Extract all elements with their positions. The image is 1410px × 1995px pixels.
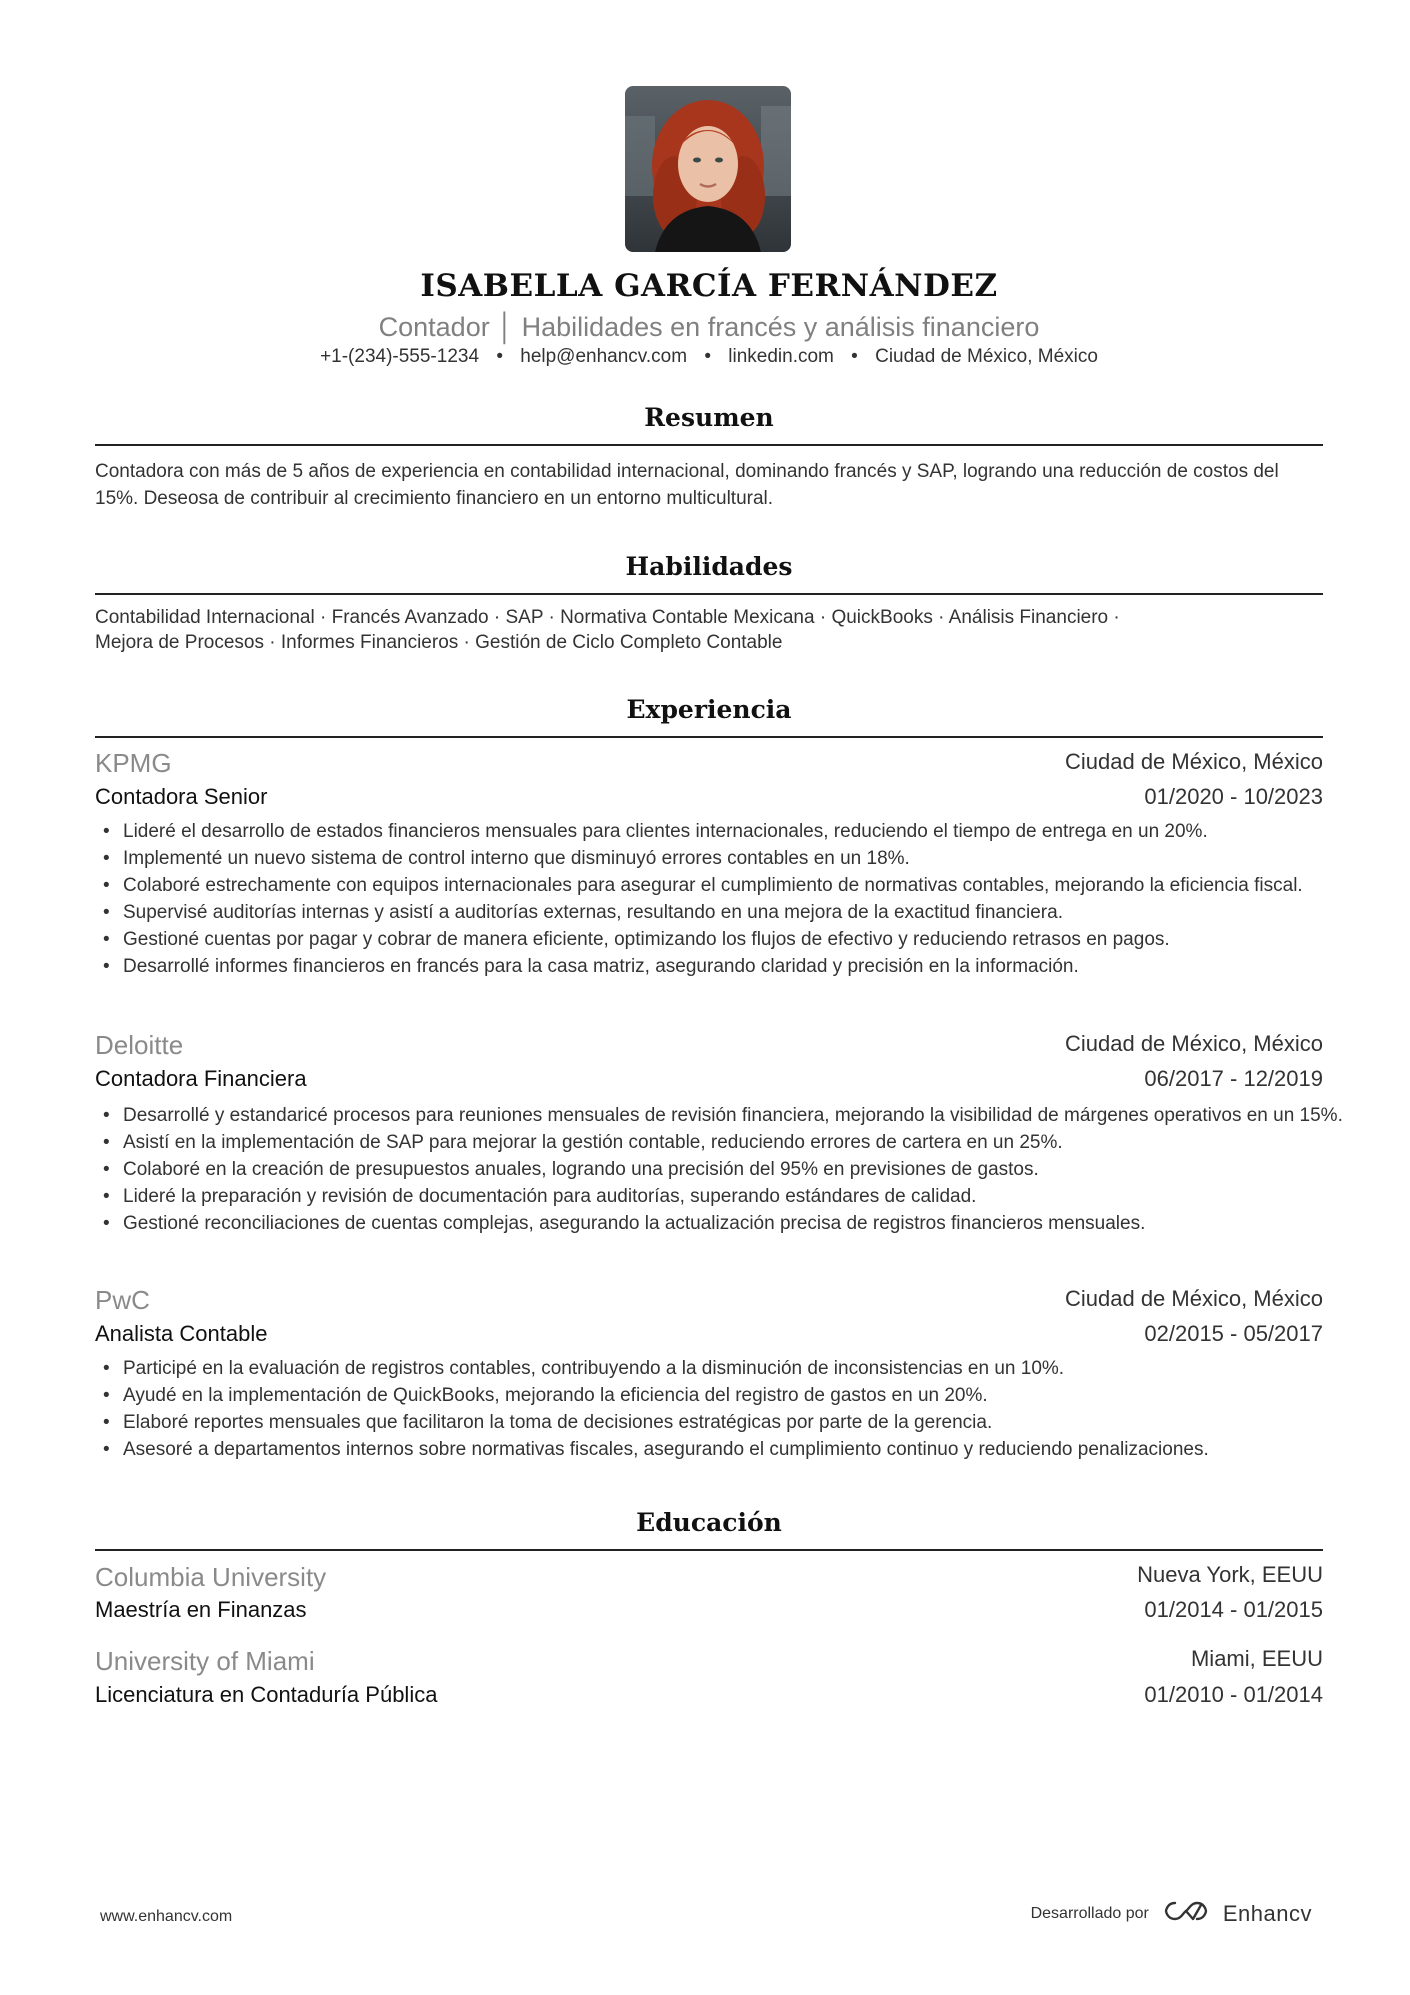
list-item: • Desarrollé y estandaricé procesos para reuniones mensuales de revisión financiera, mejorando la visibilidad de márgenes operativos en un 15%. xyxy=(123,1102,1351,1129)
edu-school: University of Miami xyxy=(95,1646,315,1676)
list-item: • Participé en la evaluación de registros contables, contribuyendo a la disminución de inconsistencias en un 10%. xyxy=(123,1355,1351,1382)
section-divider xyxy=(95,1549,1323,1551)
job-role: Contadora Financiera xyxy=(95,1066,307,1091)
skills-heading: Habilidades xyxy=(625,552,793,581)
list-item: • Lideré el desarrollo de estados financieros mensuales para clientes internacionales, reduciendo el tiempo de entrega en un 20%. xyxy=(123,818,1351,845)
linkedin[interactable]: linkedin.com xyxy=(728,346,834,367)
edu-degree: Maestría en Finanzas xyxy=(95,1597,307,1622)
job-company: Deloitte xyxy=(95,1030,184,1060)
list-item: • Implementé un nuevo sistema de control interno que disminuyó errores contables en un 18%. xyxy=(123,845,1351,872)
list-item: • Elaboré reportes mensuales que facilitaron la toma de decisiones estratégicas por parte de la gerencia. xyxy=(123,1409,1351,1436)
job-dates: 06/2017 - 12/2019 xyxy=(1144,1066,1323,1091)
phone[interactable]: +1-(234)-555-1234 xyxy=(320,346,480,367)
list-item: • Colaboré estrechamente con equipos internacionales para asegurar el cumplimiento de normativas contables, mejorando la eficiencia fiscal. xyxy=(123,872,1351,899)
edu-school: Columbia University xyxy=(95,1562,327,1592)
edu-location: Miami, EEUU xyxy=(1190,1646,1323,1671)
section-divider xyxy=(95,736,1323,738)
summary-heading: Resumen xyxy=(644,403,774,432)
job-company: KPMG xyxy=(95,748,172,778)
candidate-title: Contador │ Habilidades en francés y análisis financiero xyxy=(378,312,1040,342)
profile-photo-image xyxy=(625,86,791,252)
separator-dot: • xyxy=(704,346,711,367)
list-item: • Desarrollé informes financieros en francés para la casa matriz, asegurando claridad y precisión en la información. xyxy=(123,953,1351,980)
separator-dot: • xyxy=(851,346,858,367)
brand-name[interactable]: Enhancv xyxy=(1222,1900,1312,1926)
candidate-name: ISABELLA GARCÍA FERNÁNDEZ xyxy=(420,268,998,304)
job-role: Analista Contable xyxy=(95,1321,268,1346)
edu-dates: 01/2010 - 01/2014 xyxy=(1144,1682,1323,1707)
job-dates: 02/2015 - 05/2017 xyxy=(1144,1321,1323,1346)
job-company: PwC xyxy=(95,1285,150,1315)
section-divider xyxy=(95,444,1323,446)
job-bullets xyxy=(95,1102,1351,1237)
profile-photo xyxy=(625,86,791,252)
education-heading: Educación xyxy=(636,1508,782,1537)
list-item: • Asistí en la implementación de SAP para mejorar la gestión contable, reduciendo errores de cartera en un 25%. xyxy=(123,1129,1351,1156)
list-item: • Gestioné reconciliaciones de cuentas complejas, asegurando la actualización precisa de registros financieros mensuales. xyxy=(123,1210,1351,1237)
list-item: • Supervisé auditorías internas y asistí a auditorías externas, resultando en una mejora de la exactitud financiera. xyxy=(123,899,1351,926)
job-location: Ciudad de México, México xyxy=(1064,1286,1323,1311)
list-item: • Asesoré a departamentos internos sobre normativas fiscales, asegurando el cumplimiento continuo y reduciendo penalizaciones. xyxy=(123,1436,1351,1463)
enhancv-logo-icon xyxy=(1163,1900,1209,1927)
skills-line: Mejora de Procesos · Informes Financieros · Gestión de Ciclo Completo Contable xyxy=(95,632,783,653)
edu-dates: 01/2014 - 01/2015 xyxy=(1144,1597,1323,1622)
section-divider xyxy=(95,593,1323,595)
resume-page xyxy=(95,0,1343,1995)
email[interactable]: help@enhancv.com xyxy=(520,346,688,367)
list-item: • Colaboré en la creación de presupuestos anuales, logrando una precisión del 95% en previsiones de gastos. xyxy=(123,1156,1351,1183)
edu-degree: Licenciatura en Contaduría Pública xyxy=(95,1682,438,1707)
job-location: Ciudad de México, México xyxy=(1064,1031,1323,1056)
list-item: • Lideré la preparación y revisión de documentación para auditorías, superando estándares de calidad. xyxy=(123,1183,1351,1210)
footer-branding xyxy=(1031,1900,1312,1927)
job-bullets xyxy=(95,1355,1351,1463)
powered-by-label: Desarrollado por xyxy=(1030,1904,1149,1922)
experience-heading: Experiencia xyxy=(626,695,792,724)
contact-line xyxy=(95,346,1323,368)
job-role: Contadora Senior xyxy=(95,784,268,809)
list-item: • Ayudé en la implementación de QuickBooks, mejorando la eficiencia del registro de gastos en un 20%. xyxy=(123,1382,1351,1409)
footer-website[interactable]: www.enhancv.com xyxy=(100,1908,233,1925)
summary-text: Contadora con más de 5 años de experiencia en contabilidad internacional, dominando francés y SAP, logrando una reducción de costos del 15%. Deseosa de contribuir al crecimiento financiero en un entorno multicultural. xyxy=(95,461,1279,509)
location: Ciudad de México, México xyxy=(875,346,1098,367)
job-dates: 01/2020 - 10/2023 xyxy=(1144,784,1323,809)
job-bullets xyxy=(95,818,1351,980)
edu-location: Nueva York, EEUU xyxy=(1137,1562,1323,1587)
list-item: • Gestioné cuentas por pagar y cobrar de manera eficiente, optimizando los flujos de efectivo y reduciendo retrasos en pagos. xyxy=(123,926,1351,953)
job-location: Ciudad de México, México xyxy=(1064,749,1323,774)
skills-line: Contabilidad Internacional · Francés Avanzado · SAP · Normativa Contable Mexicana · QuickBooks · Análisis Financiero · xyxy=(95,607,1120,628)
separator-dot: • xyxy=(496,346,503,367)
skills-list xyxy=(95,605,1323,655)
